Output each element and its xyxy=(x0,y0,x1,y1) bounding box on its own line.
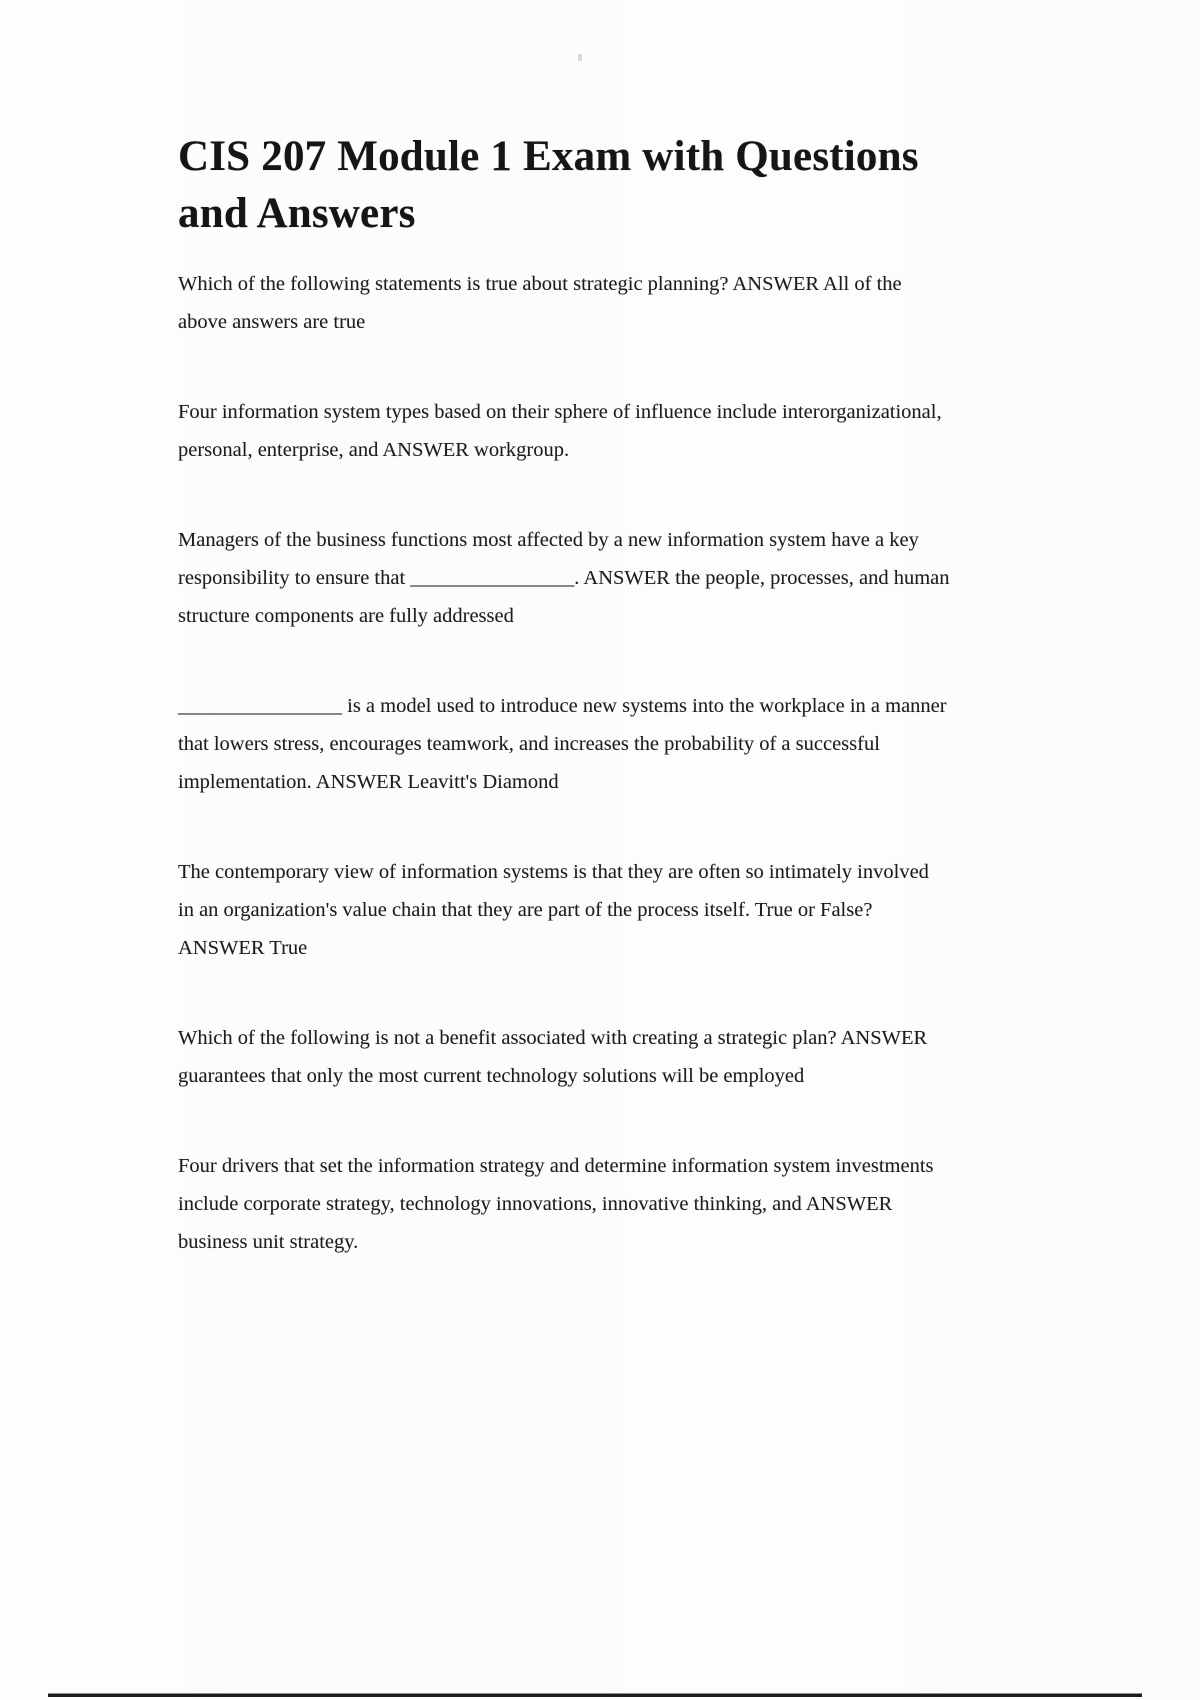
text-line: in an organization's value chain that they are part of the process itself. True or False? xyxy=(178,899,873,921)
qa-paragraph-4 xyxy=(178,687,1078,801)
page-title-line-2: and Answers xyxy=(178,190,416,237)
text-line: Four drivers that set the information strategy and determine information system investments xyxy=(178,1155,934,1177)
qa-paragraph-1 xyxy=(178,265,1078,341)
text-line: that lowers stress, encourages teamwork, and increases the probability of a successful xyxy=(178,733,880,755)
text-line: ________________ is a model used to introduce new systems into the workplace in a manner xyxy=(178,695,947,717)
page-title-line-1: CIS 207 Module 1 Exam with Questions xyxy=(178,133,919,180)
text-line: ANSWER True xyxy=(178,937,308,959)
text-line: include corporate strategy, technology innovations, innovative thinking, and ANSWER xyxy=(178,1193,893,1215)
text-line: The contemporary view of information systems is that they are often so intimately involved xyxy=(178,861,929,883)
text-line: Which of the following is not a benefit associated with creating a strategic plan? ANSWER xyxy=(178,1027,928,1049)
text-line: responsibility to ensure that ________________. ANSWER the people, processes, and human xyxy=(178,567,950,589)
page-title xyxy=(178,128,1078,242)
qa-paragraph-5 xyxy=(178,853,1078,967)
text-line: structure components are fully addressed xyxy=(178,605,514,627)
qa-paragraph-7 xyxy=(178,1147,1078,1261)
qa-paragraph-6 xyxy=(178,1019,1078,1095)
text-line: personal, enterprise, and ANSWER workgroup. xyxy=(178,439,570,461)
text-line: implementation. ANSWER Leavitt's Diamond xyxy=(178,771,559,793)
document-content xyxy=(178,0,1078,1313)
text-line: business unit strategy. xyxy=(178,1231,359,1253)
text-line: guarantees that only the most current technology solutions will be employed xyxy=(178,1065,805,1087)
qa-paragraph-3 xyxy=(178,521,1078,635)
text-line: Four information system types based on their sphere of influence include interorganizational, xyxy=(178,401,942,423)
page-bottom-divider xyxy=(48,1693,1142,1697)
qa-paragraph-2 xyxy=(178,393,1078,469)
text-line: Which of the following statements is true about strategic planning? ANSWER All of the xyxy=(178,273,902,295)
text-line: Managers of the business functions most affected by a new information system have a key xyxy=(178,529,919,551)
text-line: above answers are true xyxy=(178,311,366,333)
